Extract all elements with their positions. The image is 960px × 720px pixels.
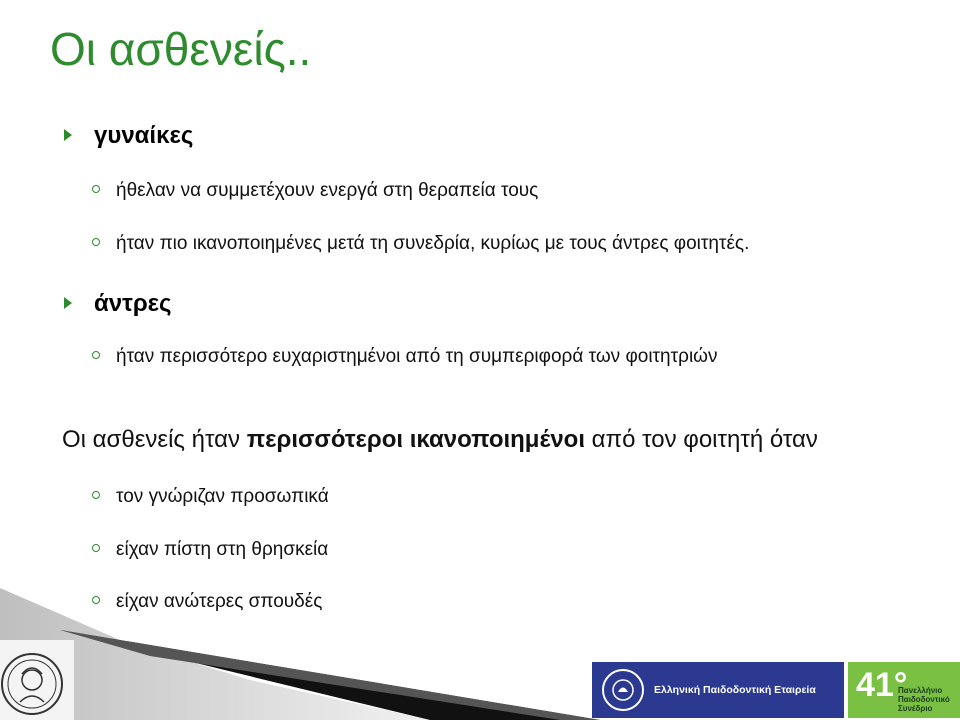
congress-line: Παιδοδοντικό bbox=[898, 695, 950, 704]
heading-women-text: γυναίκες bbox=[94, 122, 194, 149]
congress-line: Συνέδριο bbox=[898, 704, 933, 713]
statement bbox=[62, 426, 818, 454]
list-item-text: τον γνώριζαν προσωπικά bbox=[116, 486, 329, 507]
circle-bullet-icon bbox=[92, 491, 100, 499]
list-item bbox=[92, 486, 329, 508]
statement-bold: περισσότεροι ικανοποιημένοι bbox=[246, 426, 585, 453]
list-item-text: ήταν περισσότερο ευχαριστημένοι από τη συμπεριφορά των φοιτητριών bbox=[116, 346, 718, 367]
circle-bullet-icon bbox=[92, 544, 100, 552]
arrow-bullet-icon bbox=[64, 129, 72, 141]
circle-bullet-icon bbox=[92, 351, 100, 359]
statement-after: από τον φοιτητή όταν bbox=[585, 426, 818, 453]
list-item bbox=[92, 539, 328, 561]
list-item bbox=[92, 346, 718, 368]
statement-before: Οι ασθενείς ήταν bbox=[62, 426, 247, 453]
slide-title: Οι ασθενείς.. bbox=[50, 23, 312, 75]
congress-banner bbox=[848, 662, 960, 718]
society-banner bbox=[592, 662, 844, 718]
congress-number: 41° bbox=[856, 666, 908, 704]
heading-men bbox=[64, 290, 172, 318]
arrow-bullet-icon bbox=[64, 297, 72, 309]
congress-title bbox=[898, 686, 950, 713]
congress-line: Πανελλήνιο bbox=[898, 686, 943, 695]
list-item bbox=[92, 180, 538, 202]
list-item bbox=[92, 233, 749, 255]
list-item-text: είχαν ανώτερες σπουδές bbox=[116, 591, 323, 612]
list-item-text: ήθελαν να συμμετέχουν ενεργά στη θεραπεία τους bbox=[116, 180, 539, 201]
circle-bullet-icon bbox=[92, 596, 100, 604]
society-emblem-icon bbox=[602, 669, 644, 711]
university-seal-icon bbox=[0, 640, 74, 720]
list-item-text: ήταν πιο ικανοποιημένες μετά τη συνεδρία, κυρίως με τους άντρες φοιτητές. bbox=[116, 233, 750, 254]
circle-bullet-icon bbox=[92, 238, 100, 246]
list-item-text: είχαν πίστη στη θρησκεία bbox=[116, 539, 329, 560]
society-name: Ελληνική Παιδοδοντική Εταιρεία bbox=[654, 684, 816, 696]
heading-men-text: άντρες bbox=[94, 290, 172, 317]
list-item bbox=[92, 591, 322, 613]
circle-bullet-icon bbox=[92, 185, 100, 193]
heading-women bbox=[64, 122, 193, 150]
